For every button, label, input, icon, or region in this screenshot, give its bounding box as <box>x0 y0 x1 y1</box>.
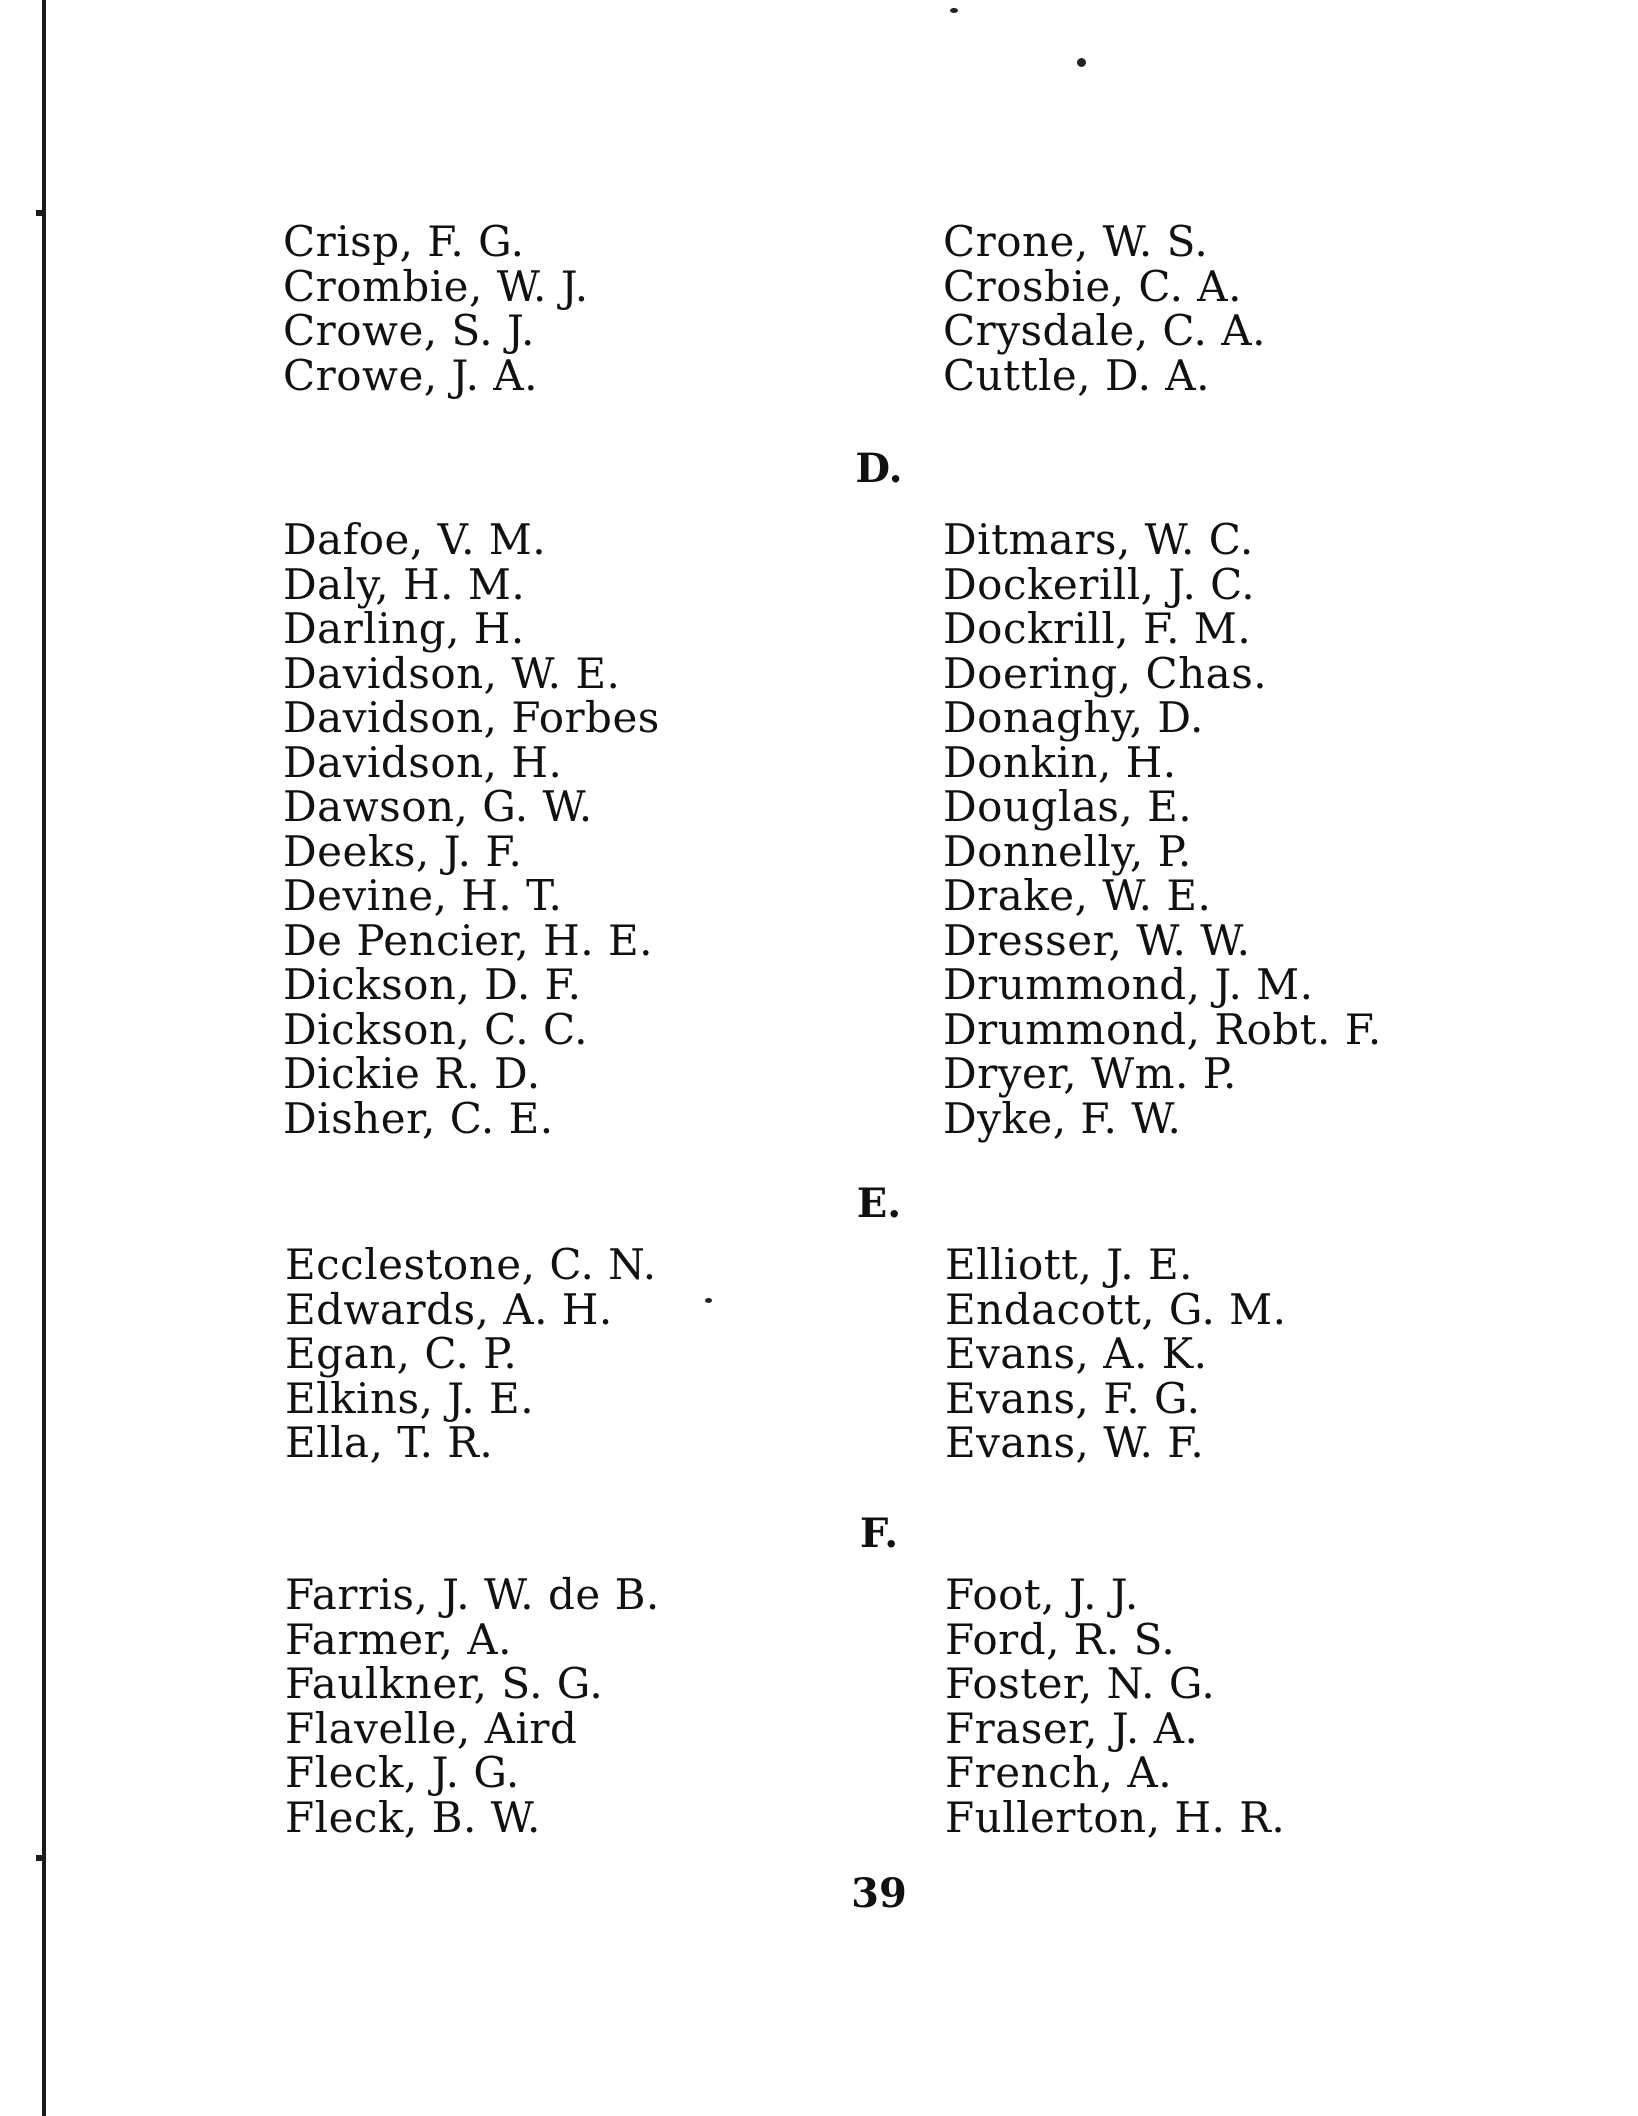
name-entry: French, A. <box>945 1748 1173 1797</box>
binding-mark <box>36 210 46 216</box>
binding-mark <box>36 1855 46 1861</box>
name-entry: Elliott, J. E. <box>945 1240 1193 1289</box>
name-entry: Egan, C. P. <box>285 1329 518 1378</box>
left-column <box>283 515 660 1143</box>
name-entry: Donnelly, P. <box>943 826 1192 876</box>
name-entry: Disher, C. E. <box>283 1093 554 1143</box>
name-entry: Crowe, J. A. <box>283 350 538 400</box>
right-column <box>943 515 1382 1143</box>
right-column <box>945 1570 1286 1842</box>
name-entry: Dickson, D. F. <box>283 960 582 1009</box>
name-entry: Elkins, J. E. <box>285 1373 535 1423</box>
name-entry: Deeks, J. F. <box>283 826 523 876</box>
name-entry: Fleck, J. G. <box>285 1748 520 1797</box>
name-entry: Dockrill, F. M. <box>943 604 1252 653</box>
name-entry: Ecclestone, C. N. <box>285 1240 657 1289</box>
left-column <box>283 217 589 400</box>
name-entry: Drake, W. E. <box>943 871 1212 920</box>
name-entry: Doering, Chas. <box>943 648 1268 698</box>
name-entry: Drummond, Robt. F. <box>943 1004 1382 1054</box>
name-entry: Crisp, F. G. <box>283 217 525 266</box>
name-entry: Dresser, W. W. <box>943 915 1251 965</box>
name-entry: Crone, W. S. <box>943 217 1209 266</box>
name-entry: Daly, H. M. <box>283 559 526 609</box>
name-entry: Davidson, W. E. <box>283 648 621 698</box>
name-entry: Crombie, W. J. <box>283 261 589 311</box>
name-entry: Foster, N. G. <box>945 1659 1216 1708</box>
name-entry: Fleck, B. W. <box>285 1792 541 1842</box>
section-heading-d: D. <box>855 445 903 492</box>
name-entry: Crysdale, C. A. <box>943 306 1266 355</box>
name-entry: Donkin, H. <box>943 737 1177 787</box>
name-entry: Crosbie, C. A. <box>943 261 1242 311</box>
name-entry: Donaghy, D. <box>943 693 1204 742</box>
name-entry: De Pencier, H. E. <box>283 915 653 965</box>
name-entry: Dawson, G. W. <box>283 782 593 831</box>
name-entry: Ella, T. R. <box>285 1418 494 1467</box>
page-binding-edge <box>42 0 46 2116</box>
name-entry: Evans, W. F. <box>945 1418 1205 1467</box>
name-entry: Foot, J. J. <box>945 1570 1139 1619</box>
name-entry: Davidson, H. <box>283 737 563 787</box>
name-entry: Darling, H. <box>283 604 525 653</box>
name-entry: Devine, H. T. <box>283 871 563 920</box>
scan-speck <box>705 1298 712 1303</box>
name-entry: Fullerton, H. R. <box>945 1792 1286 1842</box>
left-column <box>285 1240 657 1467</box>
name-entry: Farris, J. W. de B. <box>285 1570 660 1619</box>
name-entry: Dickson, C. C. <box>283 1004 588 1054</box>
right-column <box>945 1240 1287 1467</box>
name-entry: Douglas, E. <box>943 782 1193 831</box>
section-heading-f: F. <box>859 1510 899 1557</box>
name-entry: Cuttle, D. A. <box>943 350 1210 400</box>
left-column <box>285 1570 660 1842</box>
name-entry: Drummond, J. M. <box>943 960 1314 1009</box>
name-entry: Evans, F. G. <box>945 1373 1201 1423</box>
name-entry: Dockerill, J. C. <box>943 559 1256 609</box>
name-entry: Faulkner, S. G. <box>285 1659 604 1708</box>
right-column <box>943 217 1266 400</box>
name-entry: Dryer, Wm. P. <box>943 1049 1237 1098</box>
name-entry: Dickie R. D. <box>283 1049 541 1098</box>
name-entry: Dafoe, V. M. <box>283 515 547 564</box>
name-entry: Flavelle, Aird <box>285 1703 578 1753</box>
name-entry: Dyke, F. W. <box>943 1093 1182 1143</box>
scan-speck <box>1077 58 1086 67</box>
name-entry: Ford, R. S. <box>945 1614 1176 1664</box>
name-entry: Fraser, J. A. <box>945 1703 1199 1753</box>
name-entry: Edwards, A. H. <box>285 1284 613 1334</box>
name-entry: Endacott, G. M. <box>945 1284 1287 1334</box>
section-heading-e: E. <box>856 1180 902 1227</box>
name-entry: Farmer, A. <box>285 1614 512 1664</box>
name-entry: Ditmars, W. C. <box>943 515 1254 564</box>
page-number: 39 <box>851 1870 907 1917</box>
scan-speck <box>950 8 958 13</box>
name-entry: Davidson, Forbes <box>283 693 660 742</box>
name-entry: Crowe, S. J. <box>283 306 535 355</box>
name-entry: Evans, A. K. <box>945 1329 1208 1378</box>
